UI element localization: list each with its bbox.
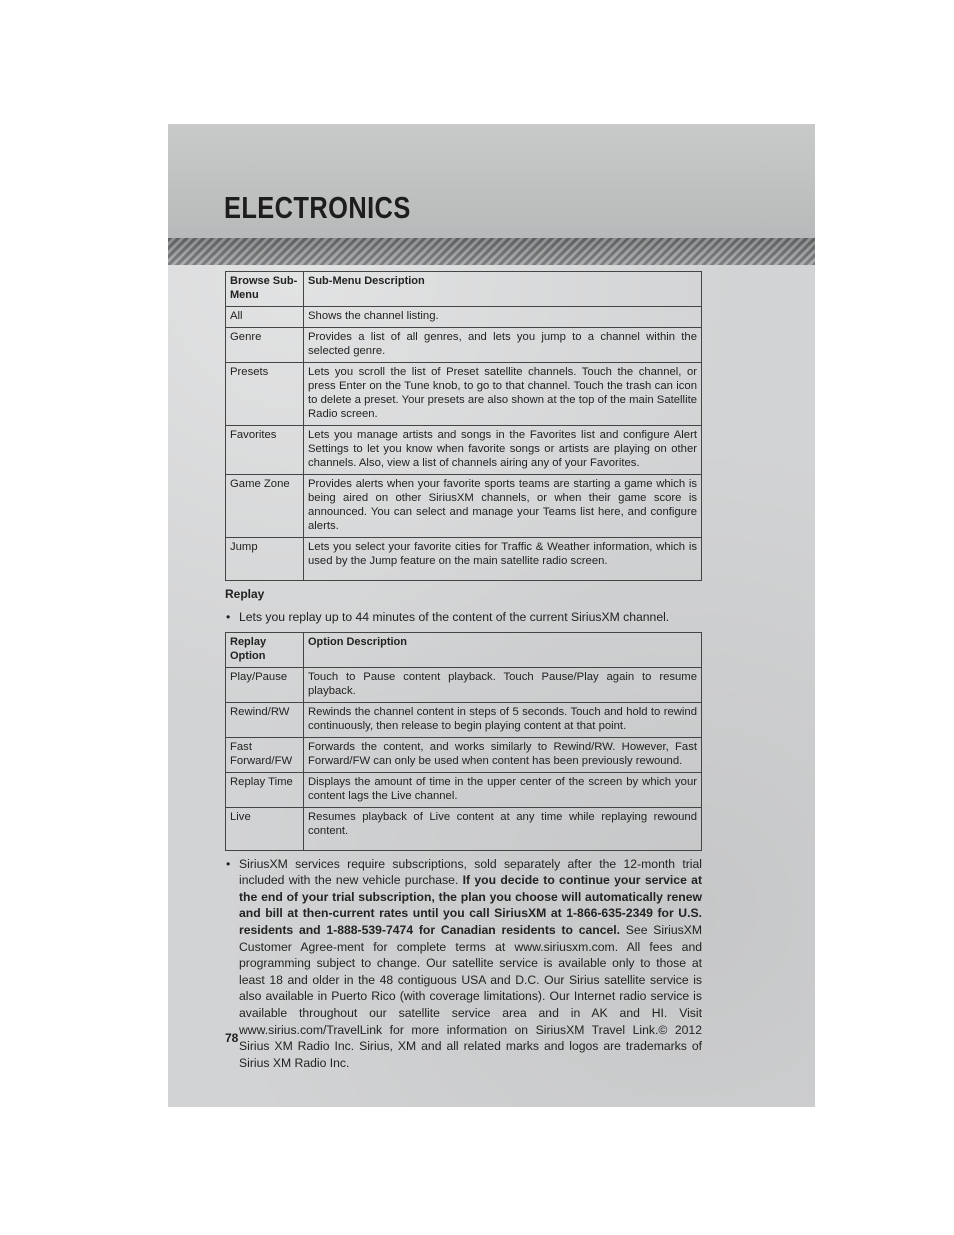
table-cell: Jump: [226, 538, 304, 581]
table-cell: Forwards the content, and works similarly to Rewind/RW. However, Fast Forward/FW can only be used when content has been previously rewound.: [304, 737, 702, 772]
table-row: [226, 426, 702, 475]
table-cell: Provides alerts when your favorite sports teams are starting a game which is being aired on other SiriusXM channels, or when their game score is announced. You can select and manage your Teams list here, and configure alerts.: [304, 475, 702, 538]
table-cell: Rewinds the channel content in steps of 5 seconds. Touch and hold to rewind continuously, then release to begin playing content at that point.: [304, 702, 702, 737]
subscription-bold: If you decide to continue your service at the end of your trial subscription, the plan you choose will automatically renew and bill at then-current rates until you call SiriusXM at 1-866-635-2349 for U.S. residents and 1-888-539-7474 for Canadian residents to cancel.: [239, 873, 702, 937]
table-cell: Resumes playback of Live content at any time while replaying rewound content.: [304, 807, 702, 850]
column-header: Browse Sub-Menu: [226, 272, 304, 307]
replay-bullet-text: Lets you replay up to 44 minutes of the content of the current SiriusXM channel.: [239, 610, 670, 624]
table-cell: Genre: [226, 328, 304, 363]
table-cell: Lets you scroll the list of Preset satellite channels. Touch the channel, or press Enter on the Tune knob, to go to that channel. Touch the trash can icon to delete a preset. Your presets are also shown at the top of the main Satellite Radio screen.: [304, 363, 702, 426]
section-header: [168, 124, 815, 238]
table-cell: Game Zone: [226, 475, 304, 538]
column-header: Replay Option: [226, 632, 304, 667]
table-row: [226, 307, 702, 328]
manual-page: [168, 124, 815, 1107]
replay-bullet: [225, 609, 702, 626]
table-cell: Shows the channel listing.: [304, 307, 702, 328]
subscription-rest: See SiriusXM Customer Agree-ment for complete terms at www.siriusxm.com. All fees and programming subject to change. Our satellite service is available only to those at least 18 and older in the 48 contiguous USA and D.C. Our Sirius satellite service is also available in Puerto Rico (with coverage limitations). Our Internet radio service is available throughout our satellite service area and in AK and HI. Visit www.sirius.com/TravelLink for more information on SiriusXM Travel Link.© 2012 Sirius XM Radio Inc. Sirius, XM and all related marks and logos are trademarks of Sirius XM Radio Inc.: [239, 922, 702, 1070]
table-cell: Fast Forward/FW: [226, 737, 304, 772]
table-row: [226, 328, 702, 363]
bullet-dot: •: [226, 610, 231, 624]
subscription-bullet: [225, 856, 702, 1072]
replay-heading: Replay: [225, 587, 265, 601]
table-cell: Live: [226, 807, 304, 850]
bullet-dot: •: [226, 856, 231, 871]
table-row: [226, 807, 702, 850]
table-row: [226, 667, 702, 702]
table-cell: Favorites: [226, 426, 304, 475]
browse-submenu-table: [225, 271, 702, 581]
table-cell: Touch to Pause content playback. Touch Pause/Play again to resume playback.: [304, 667, 702, 702]
table-row: [226, 737, 702, 772]
table-row: [226, 538, 702, 581]
section-title: ELECTRONICS: [224, 190, 411, 225]
table-row: [226, 363, 702, 426]
table-cell: Rewind/RW: [226, 702, 304, 737]
table-cell: Replay Time: [226, 772, 304, 807]
table-cell: Lets you manage artists and songs in the Favorites list and configure Alert Settings to let you know when favorite songs or artists are playing on other channels. Also, view a list of channels airing any of your Favorites.: [304, 426, 702, 475]
header-stripe: [168, 238, 815, 265]
replay-options-table: [225, 632, 702, 851]
table-row: [226, 702, 702, 737]
table-row: [226, 772, 702, 807]
table-row: [226, 475, 702, 538]
subscription-lead: SiriusXM services require subscriptions, sold separately after the 12-month trial included with the new vehicle purchase.: [239, 856, 702, 888]
table-cell: Provides a list of all genres, and lets you jump to a channel within the selected genre.: [304, 328, 702, 363]
table-cell: Displays the amount of time in the upper center of the screen by which your content lags the Live channel.: [304, 772, 702, 807]
table-cell: All: [226, 307, 304, 328]
column-header: Option Description: [304, 632, 702, 667]
page-number: 78: [225, 1031, 239, 1045]
table-cell: Play/Pause: [226, 667, 304, 702]
table-header-row: [226, 272, 702, 307]
table-header-row: [226, 632, 702, 667]
table-cell: Lets you select your favorite cities for Traffic & Weather information, which is used by the Jump feature on the main satellite radio screen.: [304, 538, 702, 581]
page-content: [225, 271, 702, 1071]
column-header: Sub-Menu Description: [304, 272, 702, 307]
table-cell: Presets: [226, 363, 304, 426]
